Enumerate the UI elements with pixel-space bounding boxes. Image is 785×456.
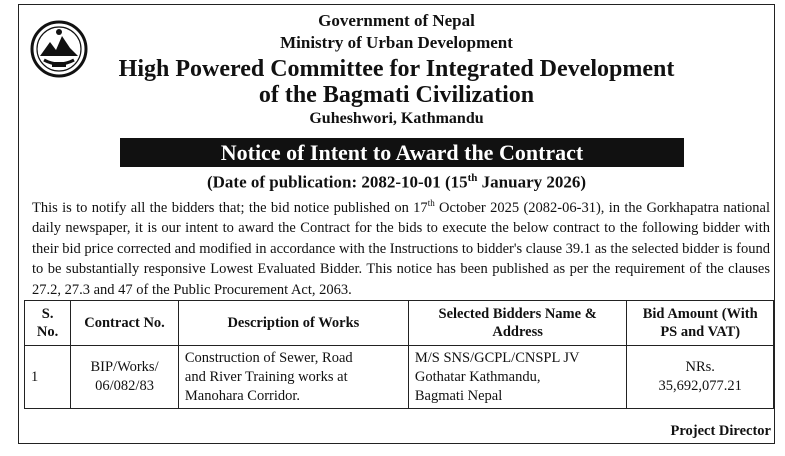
bid-table — [24, 300, 774, 409]
header-bidder — [408, 301, 627, 346]
notice-title: Notice of Intent to Award the Contract — [120, 138, 684, 167]
header-description: Description of Works — [178, 301, 408, 346]
header-contract: Contract No. — [71, 301, 179, 346]
row-bidder-l3: Bagmati Nepal — [414, 387, 503, 404]
publication-sup: th — [467, 172, 478, 184]
row-amount-l2: 35,692,077.21 — [658, 378, 742, 394]
row-contract-l1: BIP/Works/ — [90, 359, 159, 375]
row-bidder-l1: M/S SNS/GCPL/CNSPL JV — [414, 349, 580, 366]
header-amount-l2: PS and VAT) — [660, 324, 741, 340]
header-amount — [627, 301, 774, 346]
publication-suffix: January 2026) — [477, 172, 587, 192]
header-committee: High Powered Committee for Integrated Development — [118, 56, 675, 82]
body-part1: This is to notify all the bidders that; the bid notice published on 17 — [32, 199, 428, 216]
row-bidder — [408, 346, 627, 409]
row-contract-l2: 06/082/83 — [95, 378, 154, 394]
header-ministry: Ministry of Urban Development — [280, 33, 513, 52]
table-row — [25, 346, 774, 409]
header-sno-l2: No. — [36, 324, 59, 340]
row-desc-l1: Construction of Sewer, Road — [184, 349, 353, 366]
row-sno: 1 — [25, 346, 71, 409]
header-bidder-l2: Address — [492, 324, 543, 340]
notice-body — [32, 193, 770, 300]
row-desc-l2: and River Training works at — [184, 368, 348, 385]
row-contract — [71, 346, 179, 409]
header-bidder-l1: Selected Bidders Name & — [438, 306, 597, 322]
row-bidder-l2: Gothatar Kathmandu, — [414, 368, 541, 385]
header-sno-l1: S. — [41, 306, 54, 322]
publication-date — [18, 172, 775, 193]
signoff-title: Project Director — [670, 423, 771, 439]
table-header-row — [25, 301, 774, 346]
body-sup: th — [427, 198, 435, 208]
row-description — [178, 346, 408, 409]
header-sno — [25, 301, 71, 346]
header-location: Guheshwori, Kathmandu — [309, 110, 484, 127]
body-part2: October 2025 (2082-06-31), in the Gorkhapatra national daily newspaper, it is our intent to award the Contract for the bids to execute the below contract to the following bidder with their bid price corrected and modified in accordance with the Instructions to bidder's clause 39.1 as the selected bidder is found to be substantially responsive Lowest Evaluated Bidder. This notice has been published as per the requirement of the clauses 27.2, 27.3 and 47 of the Public Procurement Act, 2063. — [32, 199, 770, 298]
publication-prefix: (Date of publication: 2082-10-01 (15 — [206, 172, 468, 192]
row-desc-l3: Manohara Corridor. — [184, 387, 301, 404]
row-amount — [627, 346, 774, 409]
row-amount-l1: NRs. — [685, 359, 715, 375]
header-committee-cont: of the Bagmati Civilization — [258, 82, 535, 108]
header-amount-l1: Bid Amount (With — [642, 306, 758, 322]
header-government: Government of Nepal — [318, 11, 475, 30]
